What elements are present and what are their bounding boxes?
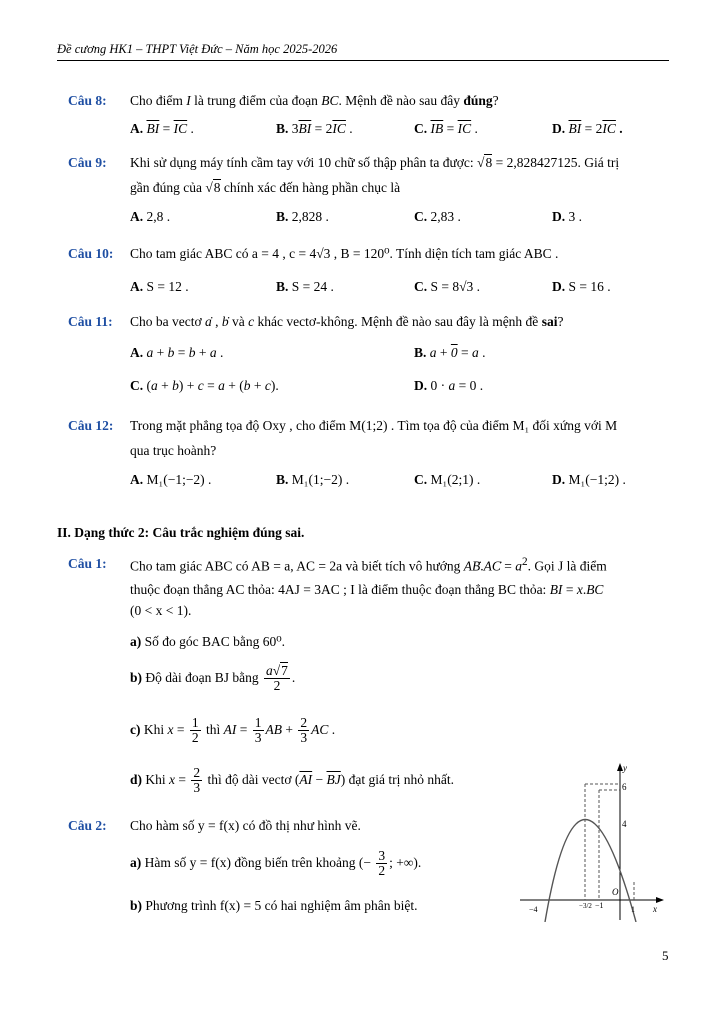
q8-option-c: C. $\overline{IB} = \overline{IC}$ . [414, 121, 478, 136]
function-graph [515, 762, 665, 922]
q9-line1: Khi sử dụng máy tính cầm tay với 10 chữ số thập phân ta được: √8 = 2,828427125. Giá trị [130, 155, 620, 170]
q12-option-c: C. M₁(2;1) . [414, 472, 481, 487]
x-axis-arrow [656, 897, 664, 903]
q9-option-a: A. 2,8 . [130, 209, 171, 224]
tf2-stem: Cho hàm số y = f(x) có đồ thị như hình vẽ. [130, 818, 361, 833]
tf1-statement-d: d) Khi x = $\frac{2}{3}$ thì độ dài vectơ $(\overline{AI} - \overline{BJ})$ đạt giá trị nhỏ nhất. [130, 765, 454, 796]
tf1-statement-c: c) Khi x = $\frac{1}{2}$ thì AI = $\frac{1}{3}$ AB + $\frac{2}{3}$ AC . [130, 715, 336, 746]
q11-number: Câu 11: [68, 314, 113, 329]
q9-option-d: D. 3 . [552, 209, 582, 224]
q11-option-b: B. a + 0 = a . [414, 345, 486, 360]
q10-number: Câu 10: [68, 246, 114, 261]
q9-option-c: C. 2,83 . [414, 209, 461, 224]
q10-option-a: A. S = 12 . [130, 279, 189, 294]
y-tick-6: 6 [622, 782, 627, 792]
q12-line1: Trong mặt phẳng tọa độ Oxy , cho điểm M(1;2) . Tìm tọa độ của điểm M₁ đối xứng với M [130, 418, 618, 433]
q10-option-c: C. S = 8√3 . [414, 279, 481, 294]
tf2-number: Câu 2: [68, 818, 107, 833]
q9-line2: gần đúng của √8 chính xác đến hàng phần chục là [130, 180, 401, 195]
q10-option-d: D. S = 16 . [552, 279, 611, 294]
section-title: II. Dạng thức 2: Câu trắc nghiệm đúng sai. [57, 525, 305, 540]
q11-option-d: D. 0 · a = 0 . [414, 378, 484, 393]
tf2-statement-b: b) Phương trình f(x) = 5 có hai nghiệm âm phân biệt. [130, 898, 418, 913]
q11-stem: Cho ba vectơ ȧ , ḃ và c khác vectơ-không. Mệnh đề nào sau đây là mệnh đề sai? [130, 314, 564, 329]
q11-option-c: C. (a + b) + c = a + (b + c). [130, 378, 279, 393]
tf1-statement-a: a) Số đo góc BAC bằng 60⁰. [130, 634, 286, 649]
q9-number: Câu 9: [68, 155, 107, 170]
q11-option-a: A. a + b = b + a . [130, 345, 224, 360]
q8-stem: Cho điểm I là trung điểm của đoạn BC. Mệnh đề nào sau đây đúng? [130, 93, 499, 108]
tf1-line2: thuộc đoạn thẳng AC thỏa: 4AJ = 3AC ; I là điểm thuộc đoạn thẳng BC thỏa: BI = x.BC [130, 582, 604, 597]
q9-option-b: B. 2,828 . [276, 209, 329, 224]
q10-stem: Cho tam giác ABC có a = 4 , c = 4√3 , B = 120⁰. Tính diện tích tam giác ABC . [130, 246, 559, 261]
tf1-number: Câu 1: [68, 556, 107, 571]
q12-option-b: B. M₁(1;−2) . [276, 472, 350, 487]
q12-number: Câu 12: [68, 418, 114, 433]
q12-line2: qua trục hoành? [130, 443, 217, 458]
x-tick-minus3half: −3/2 [579, 902, 592, 910]
q10-option-b: B. S = 24 . [276, 279, 334, 294]
x-tick-1: 1 [631, 905, 635, 914]
origin-label: O [612, 887, 619, 897]
y-axis-label: y [623, 763, 627, 773]
q8-option-a: A. $\overline{BI} = \overline{IC}$ . [130, 121, 194, 136]
page-header: Đề cương HK1 – THPT Việt Đức – Năm học 2025-2026 [57, 42, 338, 56]
q12-option-a: A. M₁(−1;−2) . [130, 472, 212, 487]
q8-option-d: D. $\overline{BI} = 2\overline{IC}$ . [552, 121, 623, 136]
x-tick-minus1: −1 [595, 901, 604, 910]
x-axis-label: x [653, 904, 657, 914]
x-tick-minus4: −4 [529, 905, 538, 914]
q8-number: Câu 8: [68, 93, 107, 108]
q12-option-d: D. M₁(−1;2) . [552, 472, 626, 487]
q8-option-b: B. $3\overline{BI} = 2\overline{IC}$ . [276, 121, 353, 136]
tf2-statement-a: a) Hàm số y = f(x) đồng biến trên khoảng (− $\frac{3}{2}$ ; +∞). [130, 848, 422, 879]
page-number: 5 [662, 948, 669, 963]
header-divider [57, 60, 669, 61]
tf1-line1: Cho tam giác ABC có AB = a, AC = 2a và biết tích vô hướng AḂ.AĊ = $a^2$. Gọi J là điểm [130, 556, 607, 574]
tf1-line3: (0 < x < 1). [130, 603, 192, 618]
tf1-statement-b: b) Độ dài đoạn BJ bằng $\frac{a√7}{2}$ . [130, 663, 296, 694]
y-tick-4: 4 [622, 819, 627, 829]
